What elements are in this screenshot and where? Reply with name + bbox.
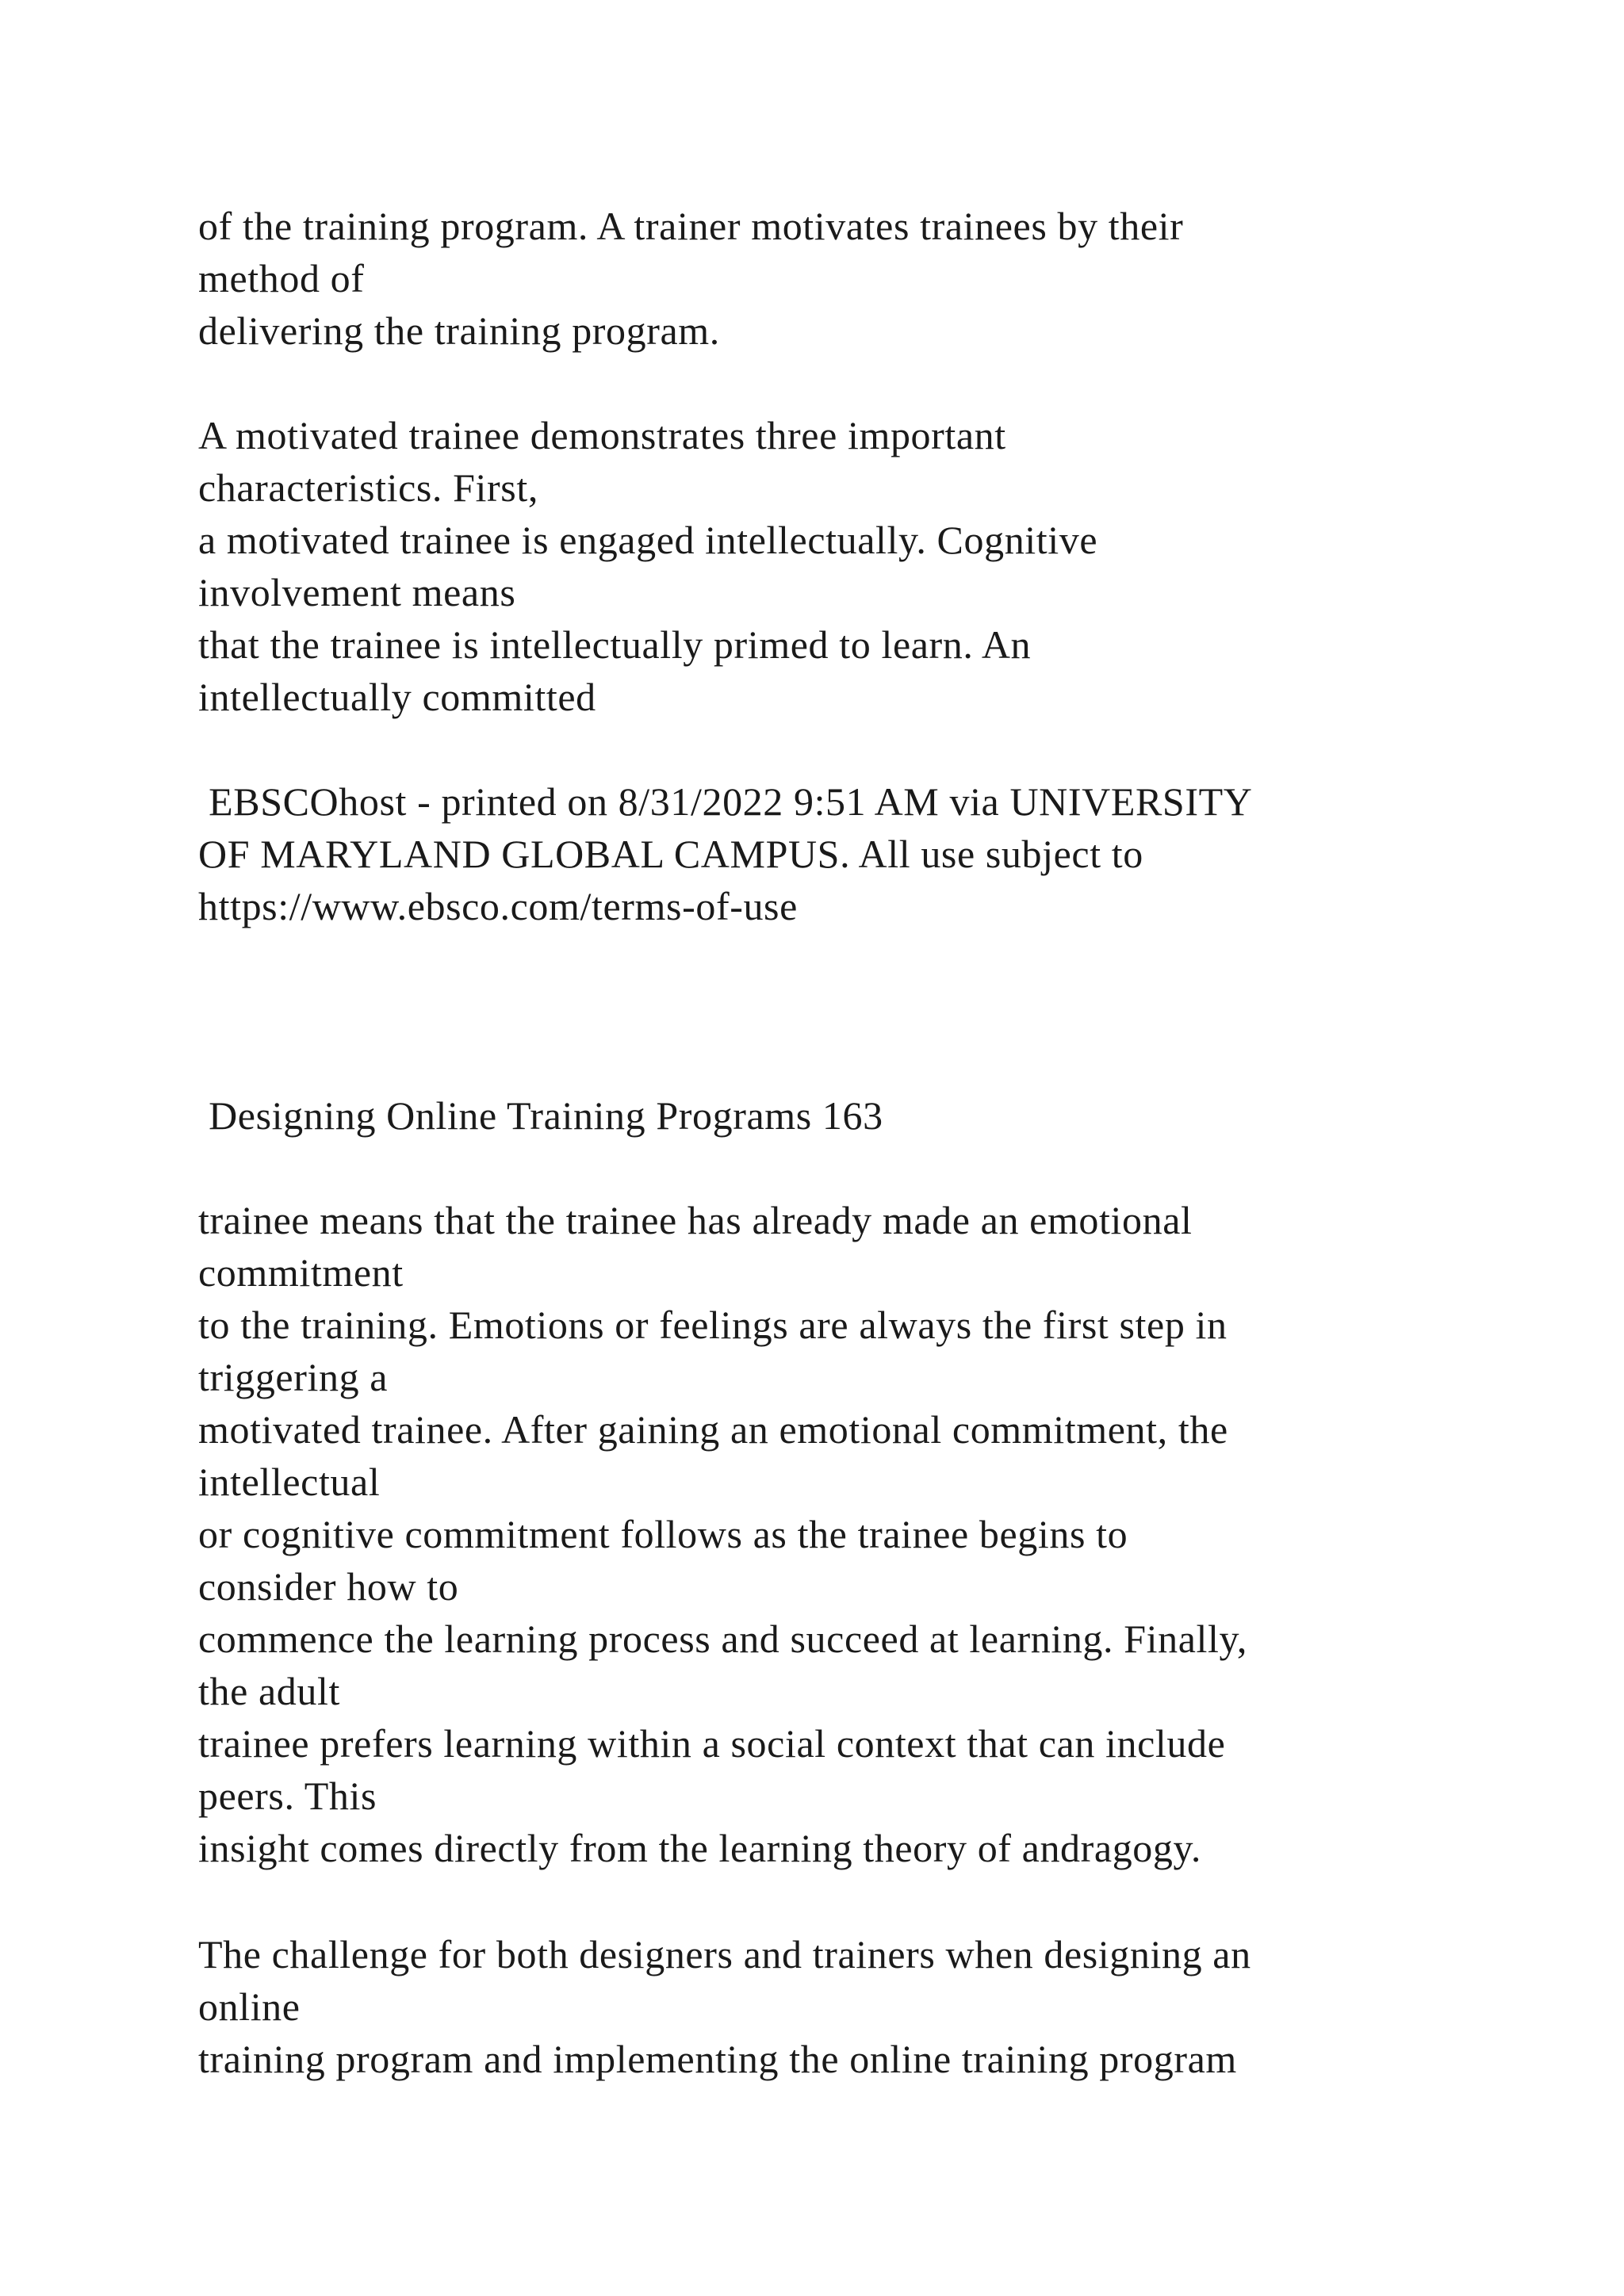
text-line: to the training. Emotions or feelings are always the first step in	[198, 1303, 1228, 1347]
text-line: commence the learning process and succeed at learning. Finally,	[198, 1617, 1247, 1661]
text-line: trainee prefers learning within a social context that can include	[198, 1721, 1226, 1766]
text-line: training program and implementing the online training program	[198, 2037, 1237, 2081]
text-line: method of	[198, 256, 365, 300]
text-line: consider how to	[198, 1564, 459, 1609]
paragraph-emotional-commitment	[198, 1194, 1507, 1874]
text-line: triggering a	[198, 1355, 389, 1399]
text-line: The challenge for both designers and trainers when designing an	[198, 1932, 1251, 1976]
paragraph-challenge	[198, 1928, 1507, 2085]
text-line: that the trainee is intellectually primed to learn. An	[198, 622, 1032, 667]
text-line: characteristics. First,	[198, 465, 538, 510]
text-line: commitment	[198, 1250, 404, 1295]
text-line: https://www.ebsco.com/terms-of-use	[198, 884, 798, 928]
text-line: intellectually committed	[198, 675, 596, 719]
text-line: EBSCOhost - printed on 8/31/2022 9:51 AM via UNIVERSITY	[198, 779, 1253, 824]
text-line: or cognitive commitment follows as the trainee begins to	[198, 1512, 1128, 1556]
text-line: A motivated trainee demonstrates three important	[198, 413, 1006, 457]
text-line: trainee means that the trainee has already made an emotional	[198, 1198, 1193, 1242]
text-line: peers. This	[198, 1774, 377, 1818]
text-line: the adult	[198, 1669, 340, 1713]
ebsco-print-footer	[198, 775, 1507, 932]
text-line: involvement means	[198, 570, 516, 614]
text-line: OF MARYLAND GLOBAL CAMPUS. All use subject to	[198, 832, 1143, 876]
text-line: insight comes directly from the learning theory of andragogy.	[198, 1826, 1201, 1870]
text-line: intellectual	[198, 1460, 381, 1504]
text-line: of the training program. A trainer motivates trainees by their	[198, 204, 1184, 248]
text-line: delivering the training program.	[198, 308, 720, 353]
page-header-title: Designing Online Training Programs 163	[198, 1093, 883, 1138]
paragraph-motivated-trainee	[198, 409, 1507, 723]
page-header	[198, 1089, 1507, 1142]
text-line: a motivated trainee is engaged intellectually. Cognitive	[198, 518, 1098, 562]
text-line: online	[198, 1984, 301, 2029]
text-line: motivated trainee. After gaining an emotional commitment, the	[198, 1407, 1228, 1452]
paragraph-trainer-motivation	[198, 200, 1507, 357]
